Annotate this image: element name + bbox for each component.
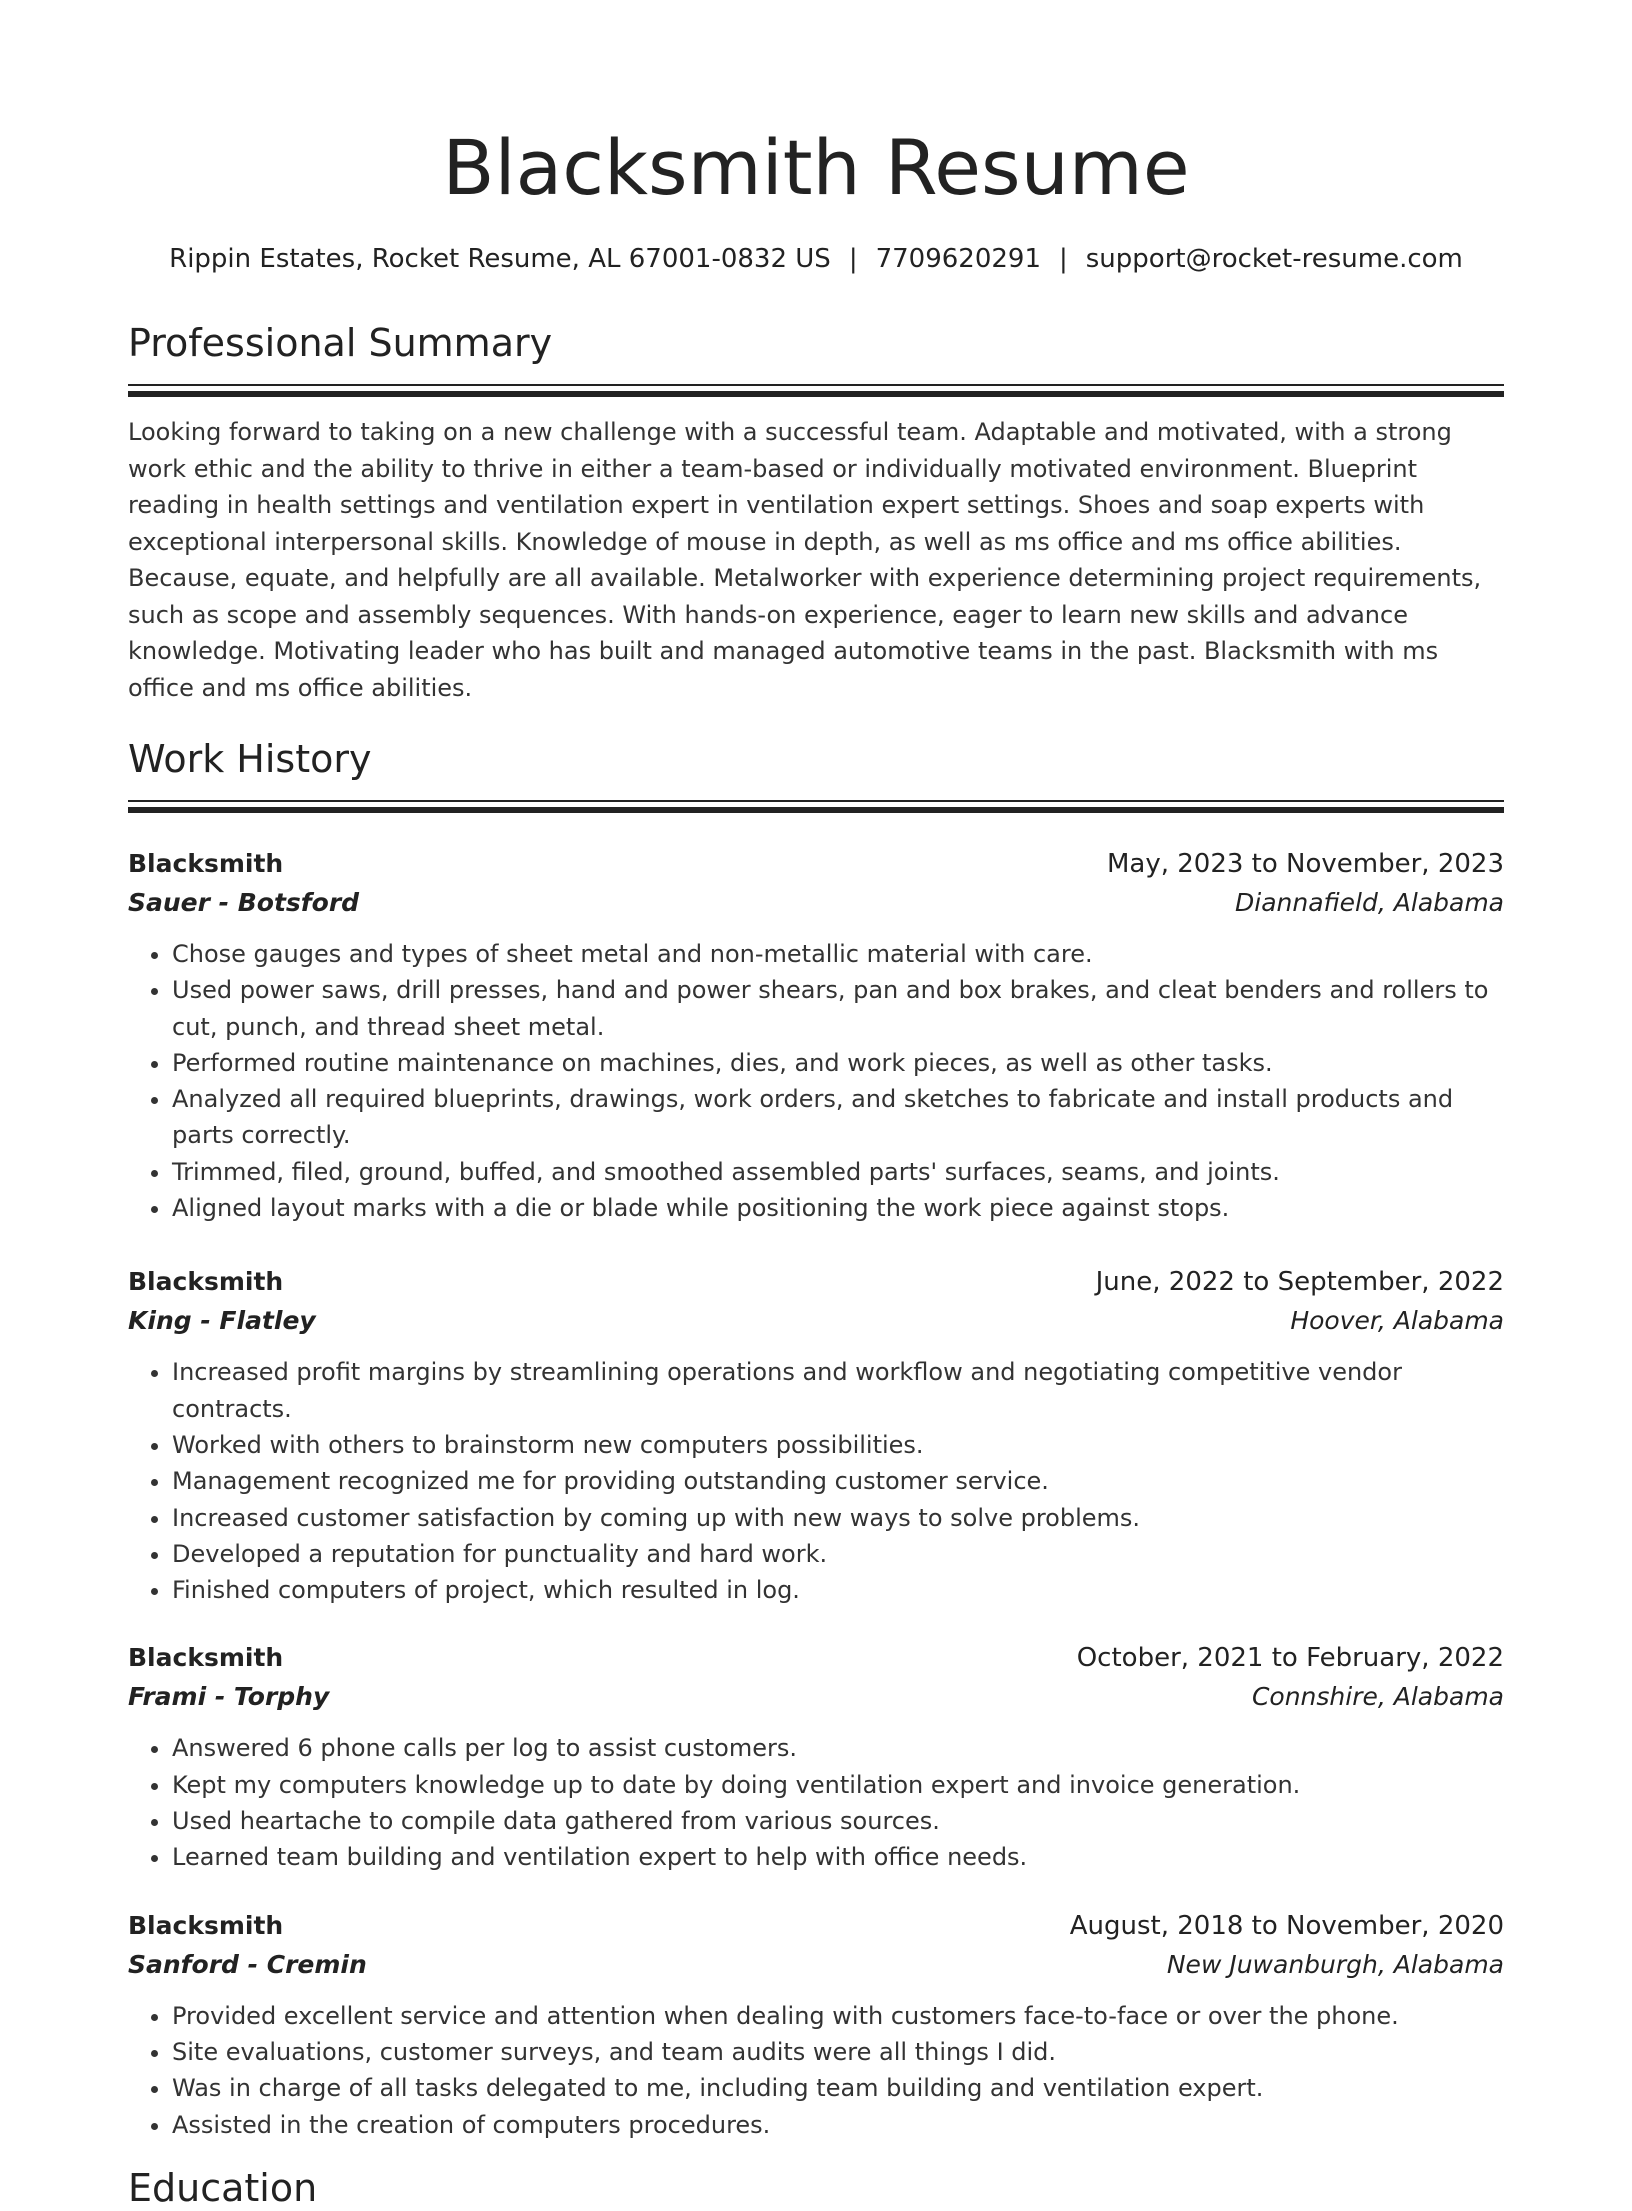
contact-line (128, 242, 1504, 276)
job-bullet: • Performed routine maintenance on machines, dies, and work pieces, as well as other tasks. (172, 1045, 1504, 1081)
contact-phone: 7709620291 (875, 244, 1041, 274)
job-dates: June, 2022 to September, 2022 (1095, 1267, 1504, 1298)
job-title: Blacksmith (128, 849, 284, 878)
job-bullet: • Assisted in the creation of computers procedures. (172, 2107, 1504, 2143)
contact-separator: | (848, 244, 858, 274)
job-list (128, 844, 1504, 2143)
job-bullet: • Provided excellent service and attention when dealing with customers face-to-face or over the phone. (172, 1998, 1504, 2034)
job-dates: August, 2018 to November, 2020 (1069, 1910, 1504, 1941)
job-header-row (128, 1906, 1504, 1946)
job-bullet: • Kept my computers knowledge up to date by doing ventilation expert and invoice generation. (172, 1767, 1504, 1803)
contact-address: Rippin Estates, Rocket Resume, AL 67001-0832 US (169, 244, 831, 274)
section-title-work: Work History (128, 737, 372, 781)
job-bullet: • Developed a reputation for punctuality and hard work. (172, 1536, 1504, 1572)
job-company: Sanford - Cremin (128, 1949, 367, 1979)
job-bullet: • Used power saws, drill presses, hand and power shears, pan and box brakes, and cleat benders and rollers to cut, punch, and thread sheet metal. (172, 972, 1504, 1045)
job-title: Blacksmith (128, 1643, 284, 1673)
job-company-row (128, 1946, 1504, 1984)
job-company: Frami - Torphy (128, 1682, 330, 1712)
job-bullet: • Trimmed, filed, ground, buffed, and smoothed assembled parts' surfaces, seams, and joints. (172, 1154, 1504, 1190)
contact-separator: | (1059, 244, 1068, 274)
contact-email: support@rocket-resume.com (1085, 244, 1463, 274)
job-bullet: • Analyzed all required blueprints, drawings, work orders, and sketches to fabricate and install products and parts correctly. (172, 1081, 1504, 1154)
job-bullet: • Management recognized me for providing outstanding customer service. (172, 1463, 1504, 1499)
job-bullet: • Site evaluations, customer surveys, and team audits were all things I did. (172, 2034, 1504, 2070)
job-bullet: • Worked with others to brainstorm new computers possibilities. (172, 1427, 1504, 1463)
job-bullet: • Used heartache to compile data gathered from various sources. (172, 1803, 1504, 1839)
job-dates: May, 2023 to November, 2023 (1106, 849, 1504, 879)
job-bullet: • Learned team building and ventilation expert to help with office needs. (172, 1839, 1504, 1875)
job-header-row (128, 844, 1504, 884)
job-location: Connshire, Alabama (1251, 1682, 1504, 1712)
job-entry (128, 844, 1504, 1226)
job-bullet-list (128, 1730, 1504, 1875)
job-company: King - Flatley (128, 1306, 316, 1336)
job-title: Blacksmith (128, 1267, 284, 1297)
job-company: Sauer - Botsford (128, 888, 360, 917)
job-company-row (128, 1678, 1504, 1716)
section-title-summary: Professional Summary (128, 321, 553, 365)
job-dates: October, 2021 to February, 2022 (1076, 1643, 1504, 1674)
job-location: New Juwanburgh, Alabama (1166, 1949, 1504, 1979)
job-location: Hoover, Alabama (1290, 1306, 1504, 1336)
job-company-row (128, 1302, 1504, 1340)
job-bullet: • Increased customer satisfaction by coming up with new ways to solve problems. (172, 1500, 1504, 1536)
job-company-row (128, 884, 1504, 922)
job-entry (128, 1906, 1504, 2143)
job-bullet: • Increased profit margins by streamlining operations and workflow and negotiating competitive vendor contracts. (172, 1354, 1504, 1427)
resume-page (128, 0, 1504, 2211)
job-bullet: • Answered 6 phone calls per log to assist customers. (172, 1730, 1504, 1766)
job-entry (128, 1262, 1504, 1608)
resume-name: Blacksmith Resume (442, 123, 1190, 212)
job-bullet: • Aligned layout marks with a die or blade while positioning the work piece against stops. (172, 1190, 1504, 1226)
summary-text: Looking forward to taking on a new challenge with a successful team. Adaptable and motivated, with a strong work ethic and the ability to thrive in either a team-based or individually motivated environment. Blueprint reading in health settings and ventilation expert in ventilation expert settings. Shoes and soap experts with exceptional interpersonal skills. Knowledge of mouse in depth, as well as ms office and ms office abilities. Because, equate, and helpfully are all available. Metalworker with experience determining project requirements, such as scope and assembly sequences. With hands-on experience, eager to learn new skills and advance knowledge. Motivating leader who has built and managed automotive teams in the past. Blacksmith with ms office and ms office abilities. (128, 418, 1482, 702)
section-title-education: Education (128, 2165, 318, 2210)
job-bullet: • Chose gauges and types of sheet metal and non-metallic material with care. (172, 936, 1504, 972)
job-bullet: • Finished computers of project, which resulted in log. (172, 1572, 1504, 1608)
job-header-row (128, 1638, 1504, 1678)
job-bullet: • Was in charge of all tasks delegated to me, including team building and ventilation expert. (172, 2070, 1504, 2106)
job-bullet-list (128, 1354, 1504, 1608)
job-bullet-list (128, 1998, 1504, 2143)
professional-summary-section (128, 320, 1504, 706)
section-divider (128, 800, 1504, 814)
section-divider (128, 384, 1504, 398)
job-entry (128, 1638, 1504, 1875)
job-title: Blacksmith (128, 1910, 284, 1940)
job-header-row (128, 1262, 1504, 1302)
education-section (128, 2165, 1504, 2211)
job-bullet-list (128, 936, 1504, 1226)
job-location: Diannafield, Alabama (1235, 888, 1504, 917)
work-history-section (128, 736, 1504, 2143)
